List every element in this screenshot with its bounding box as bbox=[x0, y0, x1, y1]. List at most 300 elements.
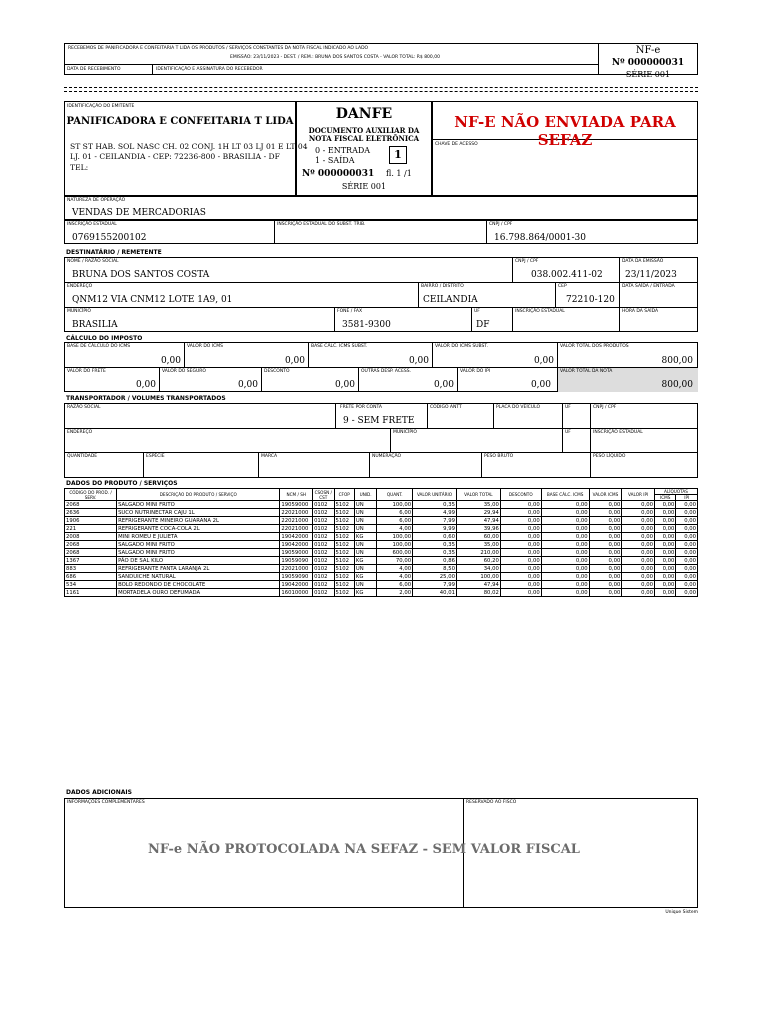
table-cell: 0,00 bbox=[622, 581, 655, 589]
table-cell: 0,00 bbox=[541, 557, 589, 565]
table-cell: 0102 bbox=[313, 557, 334, 565]
table-cell: 0,00 bbox=[622, 557, 655, 565]
table-cell: UN bbox=[354, 517, 376, 525]
table-cell: SALGADO MINI FRITO bbox=[117, 501, 280, 509]
dest-bairro-label: BAIRRO / DISTRITO bbox=[421, 284, 464, 289]
danfe-aviso: NF-E NÃO ENVIADA PARA SEFAZ bbox=[454, 113, 676, 149]
table-cell: REFRIGERANTE MINEIRO GUARANA 2L bbox=[117, 517, 280, 525]
transporte-box bbox=[64, 403, 698, 478]
transp-especie-label: ESPÉCIE bbox=[146, 454, 165, 459]
canhoto-serie: SÉRIE 001 bbox=[625, 70, 671, 79]
table-cell: 47,94 bbox=[456, 581, 500, 589]
dest-ie-label: INSCRIÇÃO ESTADUAL bbox=[515, 309, 565, 314]
table-cell: 0,00 bbox=[676, 565, 698, 573]
dest-uf: DF bbox=[476, 320, 490, 330]
transp-antt-label: CÓDIGO ANTT bbox=[430, 405, 462, 410]
natureza-value: VENDAS DE MERCADORIAS bbox=[72, 208, 206, 218]
ie-row bbox=[64, 220, 698, 244]
th-valor-unitario: VALOR UNITÁRIO bbox=[413, 489, 457, 501]
dest-municipio: BRASILIA bbox=[72, 320, 118, 330]
table-cell: 19059090 bbox=[280, 573, 313, 581]
dest-cep: 72210-120 bbox=[566, 295, 615, 305]
table-cell: 2636 bbox=[65, 509, 117, 517]
th-cst: CSOSN / CST bbox=[313, 489, 334, 501]
table-cell: 0,00 bbox=[654, 501, 675, 509]
transp-ie-label: INSCRIÇÃO ESTADUAL bbox=[593, 430, 643, 435]
table-cell: 0,00 bbox=[500, 557, 541, 565]
th-valor-icms: VALOR ICMS bbox=[589, 489, 622, 501]
emitente-nome: PANIFICADORA E CONFEITARIA T LIDA bbox=[66, 116, 294, 127]
table-row bbox=[65, 557, 698, 565]
v-prod: 800,00 bbox=[661, 356, 693, 366]
cut-line-1 bbox=[64, 87, 698, 88]
table-cell: 2068 bbox=[65, 549, 117, 557]
table-cell: 0,00 bbox=[589, 581, 622, 589]
table-cell: 5102 bbox=[334, 541, 354, 549]
adicionais-section: DADOS ADICIONAIS bbox=[66, 789, 132, 796]
table-cell: 0,86 bbox=[413, 557, 457, 565]
table-cell: 0,00 bbox=[676, 581, 698, 589]
table-cell: 0,00 bbox=[500, 525, 541, 533]
natureza-label: NATUREZA DE OPERAÇÃO bbox=[67, 198, 126, 203]
canhoto-line2: EMISSÃO: 23/11/2023 - DEST. / REM.: BRUNA DOS SANTOS COSTA - VALOR TOTAL: R$ 800,00 bbox=[230, 55, 440, 60]
dest-fone-label: FONE / FAX bbox=[337, 309, 363, 314]
table-cell: 0,00 bbox=[541, 541, 589, 549]
table-cell: MINI ROMEU E JULIETA bbox=[117, 533, 280, 541]
table-cell: 19059000 bbox=[280, 501, 313, 509]
table-cell: 0102 bbox=[313, 533, 334, 541]
table-cell: 0,00 bbox=[500, 549, 541, 557]
table-cell: 5102 bbox=[334, 573, 354, 581]
canhoto-line1: RECEBEMOS DE PANIFICADORA E CONFEITARIA T LIDA OS PRODUTOS / SERVIÇOS CONSTANTES DA NOTA FISCAL INDICADO AO LADO bbox=[68, 46, 369, 51]
table-cell: 0,00 bbox=[676, 517, 698, 525]
table-cell: 2068 bbox=[65, 501, 117, 509]
transp-uf2-label: UF bbox=[565, 430, 571, 435]
dest-municipio-label: MUNICÍPIO bbox=[67, 309, 91, 314]
ipi-label: VALOR DO IPI bbox=[460, 369, 491, 374]
produtos-section: DADOS DO PRODUTO / SERVIÇOS bbox=[66, 480, 178, 487]
table-row bbox=[65, 581, 698, 589]
transp-qtd-label: QUANTIDADE bbox=[67, 454, 98, 459]
table-cell: 0,00 bbox=[654, 589, 675, 597]
th-valor-ipi: VALOR IPI bbox=[622, 489, 655, 501]
danfe-numero: Nº 000000031 bbox=[302, 169, 375, 179]
desconto-label: DESCONTO bbox=[264, 369, 290, 374]
table-cell: 0,00 bbox=[500, 501, 541, 509]
table-cell: 0,00 bbox=[676, 541, 698, 549]
table-cell: 0,00 bbox=[500, 589, 541, 597]
cut-line-2 bbox=[64, 91, 698, 92]
table-cell: REFRIGERANTE FANTA LARANJA 2L bbox=[117, 565, 280, 573]
table-cell: 0102 bbox=[313, 565, 334, 573]
transp-uf-label: UF bbox=[565, 405, 571, 410]
table-cell: KG bbox=[354, 533, 376, 541]
aviso-sem-valor-fiscal: NF-e NÃO PROTOCOLADA NA SEFAZ - SEM VALOR FISCAL bbox=[148, 842, 580, 857]
dest-hora-label: HORA DA SAÍDA bbox=[622, 309, 659, 314]
dest-cep-label: CEP bbox=[558, 284, 567, 289]
dest-bairro: CEILANDIA bbox=[423, 295, 478, 305]
table-cell: 0,00 bbox=[654, 525, 675, 533]
table-cell: 0,00 bbox=[541, 501, 589, 509]
table-cell: 0,00 bbox=[676, 533, 698, 541]
frete: 0,00 bbox=[135, 380, 156, 390]
bc-icms: 0,00 bbox=[160, 356, 181, 366]
table-cell: 0,00 bbox=[541, 525, 589, 533]
table-cell: 0102 bbox=[313, 525, 334, 533]
table-cell: 16010000 bbox=[280, 589, 313, 597]
table-cell: 0,00 bbox=[589, 589, 622, 597]
table-cell: 5102 bbox=[334, 501, 354, 509]
table-cell: 0,00 bbox=[589, 517, 622, 525]
table-cell: 0,00 bbox=[622, 541, 655, 549]
th-valor-total: VALOR TOTAL bbox=[456, 489, 500, 501]
table-cell: 0,00 bbox=[589, 509, 622, 517]
table-cell: 1367 bbox=[65, 557, 117, 565]
table-cell: 2,00 bbox=[377, 589, 413, 597]
transporte-section: TRANSPORTADOR / VOLUMES TRANSPORTADOS bbox=[66, 395, 226, 402]
table-cell: SALGADO MINI FRITO bbox=[117, 541, 280, 549]
table-cell: UN bbox=[354, 541, 376, 549]
table-cell: 0,00 bbox=[589, 565, 622, 573]
table-cell: 100,00 bbox=[377, 501, 413, 509]
danfe-sub2: NOTA FISCAL ELETRÔNICA bbox=[308, 134, 420, 143]
table-cell: 0,00 bbox=[541, 517, 589, 525]
table-cell: 0,00 bbox=[676, 501, 698, 509]
table-cell: 100,00 bbox=[456, 573, 500, 581]
info-complementares-label: INFORMAÇÕES COMPLEMENTARES bbox=[67, 800, 145, 805]
table-cell: 0,35 bbox=[413, 541, 457, 549]
table-cell: 600,00 bbox=[377, 549, 413, 557]
table-cell: REFRIGERANTE COCA-COLA 2L bbox=[117, 525, 280, 533]
emitente-label: IDENTIFICAÇÃO DO EMITENTE bbox=[67, 104, 135, 109]
table-cell: 0102 bbox=[313, 517, 334, 525]
table-cell: 0102 bbox=[313, 509, 334, 517]
table-cell: 0,35 bbox=[413, 549, 457, 557]
table-cell: 0,00 bbox=[676, 549, 698, 557]
v-st-label: VALOR DO ICMS SUBST. bbox=[435, 344, 489, 349]
table-cell: 47,94 bbox=[456, 517, 500, 525]
table-cell: 25,00 bbox=[413, 573, 457, 581]
dest-emissao-label: DATA DA EMISSÃO bbox=[622, 259, 664, 264]
table-cell: 5102 bbox=[334, 509, 354, 517]
table-cell: 0,00 bbox=[589, 573, 622, 581]
dest-endereco-label: ENDEREÇO bbox=[67, 284, 93, 289]
v-nota-label: VALOR TOTAL DA NOTA bbox=[560, 369, 613, 374]
table-cell: 22021000 bbox=[280, 517, 313, 525]
table-cell: 883 bbox=[65, 565, 117, 573]
transp-frete: 9 - SEM FRETE bbox=[343, 416, 415, 426]
table-cell: 0102 bbox=[313, 549, 334, 557]
table-cell: 5102 bbox=[334, 525, 354, 533]
table-cell: 6,00 bbox=[377, 581, 413, 589]
transp-razao-label: RAZÃO SOCIAL bbox=[67, 405, 101, 410]
table-cell: 8,50 bbox=[413, 565, 457, 573]
table-cell: 19042000 bbox=[280, 581, 313, 589]
table-cell: SUCO NUTRINECTAR CAJU 1L bbox=[117, 509, 280, 517]
table-cell: KG bbox=[354, 589, 376, 597]
table-cell: 0,00 bbox=[676, 557, 698, 565]
transp-marca-label: MARCA bbox=[261, 454, 278, 459]
table-cell: 5102 bbox=[334, 589, 354, 597]
table-row bbox=[65, 549, 698, 557]
table-cell: 7,99 bbox=[413, 581, 457, 589]
destinatario-section: DESTINATÁRIO / REMETENTE bbox=[66, 249, 162, 256]
table-cell: 2008 bbox=[65, 533, 117, 541]
imposto-section: CÁLCULO DO IMPOSTO bbox=[66, 335, 143, 342]
table-cell: 9,99 bbox=[413, 525, 457, 533]
dest-nome: BRUNA DOS SANTOS COSTA bbox=[72, 270, 210, 280]
table-cell: 0,00 bbox=[676, 525, 698, 533]
seguro-label: VALOR DO SEGURO bbox=[162, 369, 206, 374]
table-cell: 5102 bbox=[334, 565, 354, 573]
table-row bbox=[65, 501, 698, 509]
desconto: 0,00 bbox=[334, 380, 355, 390]
table-cell: 0,35 bbox=[413, 501, 457, 509]
transp-bruto-label: PESO BRUTO bbox=[484, 454, 514, 459]
table-cell: 5102 bbox=[334, 533, 354, 541]
table-cell: UN bbox=[354, 565, 376, 573]
table-cell: 40,01 bbox=[413, 589, 457, 597]
table-cell: 0,00 bbox=[622, 509, 655, 517]
bc-st-label: BASE CÁLC. ICMS SUBST. bbox=[311, 344, 368, 349]
chave-acesso-label: CHAVE DE ACESSO bbox=[435, 142, 478, 147]
th-aliq-icms: ICMS bbox=[654, 495, 675, 501]
th-base-icms: BASE CÁLC. ICMS bbox=[541, 489, 589, 501]
table-row bbox=[65, 533, 698, 541]
ie-label: INSCRIÇÃO ESTADUAL bbox=[67, 222, 117, 227]
table-row bbox=[65, 589, 698, 597]
table-cell: 2068 bbox=[65, 541, 117, 549]
table-cell: 0102 bbox=[313, 541, 334, 549]
danfe-entrada: 0 - ENTRADA bbox=[315, 146, 371, 155]
table-cell: 35,00 bbox=[456, 541, 500, 549]
table-cell: 4,00 bbox=[377, 573, 413, 581]
danfe-folha: fl. 1 /1 bbox=[386, 169, 412, 178]
table-cell: 6,00 bbox=[377, 517, 413, 525]
table-cell: 0,00 bbox=[589, 501, 622, 509]
ipi: 0,00 bbox=[530, 380, 551, 390]
table-cell: 4,99 bbox=[413, 509, 457, 517]
cnpj-label: CNPJ / CPF bbox=[489, 222, 513, 227]
identificacao-recebedor-label: IDENTIFICAÇÃO E ASSINATURA DO RECEBEDOR bbox=[156, 67, 263, 72]
table-row bbox=[65, 517, 698, 525]
table-cell: 100,00 bbox=[377, 541, 413, 549]
cnpj-value: 16.798.864/0001-30 bbox=[494, 233, 586, 243]
table-cell: 0,00 bbox=[500, 581, 541, 589]
bc-st: 0,00 bbox=[408, 356, 429, 366]
table-cell: 0,00 bbox=[500, 565, 541, 573]
table-row bbox=[65, 565, 698, 573]
table-cell: 0,00 bbox=[654, 533, 675, 541]
table-cell: UN bbox=[354, 525, 376, 533]
table-cell: 4,00 bbox=[377, 565, 413, 573]
th-unid: UNID. bbox=[354, 489, 376, 501]
footer-sistema: Unique Sistem bbox=[665, 910, 698, 915]
table-cell: 0,00 bbox=[541, 565, 589, 573]
table-cell: KG bbox=[354, 573, 376, 581]
table-cell: 0,00 bbox=[541, 573, 589, 581]
table-cell: 221 bbox=[65, 525, 117, 533]
table-cell: 80,02 bbox=[456, 589, 500, 597]
table-cell: 60,00 bbox=[456, 533, 500, 541]
table-cell: 0,00 bbox=[622, 573, 655, 581]
v-icms-label: VALOR DO ICMS bbox=[187, 344, 223, 349]
dest-endereco: QNM12 VIA CNM12 LOTE 1A9, 01 bbox=[72, 295, 233, 305]
th-aliquotas: ALÍQUOTAS bbox=[654, 489, 697, 495]
outras: 0,00 bbox=[433, 380, 454, 390]
ie-value: 0769155200102 bbox=[72, 233, 147, 243]
transp-municipio-label: MUNICÍPIO bbox=[393, 430, 417, 435]
table-cell: 0,00 bbox=[589, 525, 622, 533]
table-cell: 0,00 bbox=[622, 525, 655, 533]
transp-frete-label: FRETE POR CONTA bbox=[340, 405, 382, 410]
table-cell: 5102 bbox=[334, 581, 354, 589]
produtos-table bbox=[64, 488, 698, 597]
table-cell: 0,00 bbox=[654, 509, 675, 517]
danfe-saida: 1 - SAÍDA bbox=[315, 156, 355, 165]
table-cell: 0,00 bbox=[500, 517, 541, 525]
th-quant: QUANT. bbox=[377, 489, 413, 501]
ie-st-label: INSCRIÇÃO ESTADUAL DO SUBST. TRIB. bbox=[277, 222, 366, 227]
table-cell: UN bbox=[354, 501, 376, 509]
table-cell: 0,00 bbox=[676, 509, 698, 517]
table-cell: 0,00 bbox=[589, 549, 622, 557]
table-cell: 70,00 bbox=[377, 557, 413, 565]
dest-saida-label: DATA SAÍDA / ENTRADA bbox=[622, 284, 675, 289]
table-cell: 0,00 bbox=[541, 581, 589, 589]
table-row bbox=[65, 573, 698, 581]
table-cell: 22021000 bbox=[280, 525, 313, 533]
danfe-tipo: 1 bbox=[389, 146, 407, 164]
table-cell: 6,00 bbox=[377, 509, 413, 517]
dest-nome-label: NOME / RAZÃO SOCIAL bbox=[67, 259, 119, 264]
table-cell: 0,00 bbox=[622, 549, 655, 557]
table-cell: 0,00 bbox=[654, 549, 675, 557]
table-cell: 1906 bbox=[65, 517, 117, 525]
table-cell: 19042000 bbox=[280, 541, 313, 549]
table-cell: 0,00 bbox=[500, 533, 541, 541]
danfe-title: DANFE bbox=[335, 106, 393, 122]
table-cell: 0,00 bbox=[589, 557, 622, 565]
table-cell: 0,00 bbox=[500, 509, 541, 517]
transp-numeracao-label: NUMERAÇÃO bbox=[372, 454, 402, 459]
v-icms: 0,00 bbox=[284, 356, 305, 366]
table-cell: 0,00 bbox=[654, 557, 675, 565]
table-cell: BOLO REDONDO DE CHOCOLATE bbox=[117, 581, 280, 589]
table-row bbox=[65, 509, 698, 517]
table-cell: 0,00 bbox=[622, 565, 655, 573]
table-cell: 0,00 bbox=[654, 581, 675, 589]
table-cell: 0,00 bbox=[654, 573, 675, 581]
table-cell: 0,60 bbox=[413, 533, 457, 541]
table-cell: 0,00 bbox=[589, 541, 622, 549]
th-cfop: CFOP bbox=[334, 489, 354, 501]
danfe-serie: SÉRIE 001 bbox=[341, 182, 387, 191]
transp-endereco-label: ENDEREÇO bbox=[67, 430, 93, 435]
emitente-endereco-2: LJ. 01 - CEILANDIA - CEP: 72236-800 - BRASILIA - DF bbox=[70, 152, 280, 161]
table-cell: 0,00 bbox=[676, 573, 698, 581]
table-cell: 34,00 bbox=[456, 565, 500, 573]
table-cell: 534 bbox=[65, 581, 117, 589]
table-cell: 0,00 bbox=[676, 589, 698, 597]
table-cell: UN bbox=[354, 581, 376, 589]
table-cell: 19059090 bbox=[280, 557, 313, 565]
transp-liquido-label: PESO LÍQUIDO bbox=[593, 454, 626, 459]
reservado-fisco-label: RESERVADO AO FISCO bbox=[466, 800, 517, 805]
table-cell: UN bbox=[354, 549, 376, 557]
transp-placa-label: PLACA DO VEÍCULO bbox=[496, 405, 540, 410]
table-cell: 0102 bbox=[313, 581, 334, 589]
v-nota: 800,00 bbox=[661, 380, 693, 390]
table-cell: 5102 bbox=[334, 549, 354, 557]
table-cell: 0,00 bbox=[541, 533, 589, 541]
table-cell: UN bbox=[354, 509, 376, 517]
table-cell: 0,00 bbox=[541, 509, 589, 517]
dest-uf-label: UF bbox=[474, 309, 480, 314]
table-cell: 0102 bbox=[313, 501, 334, 509]
table-cell: 4,00 bbox=[377, 525, 413, 533]
table-cell: 29,94 bbox=[456, 509, 500, 517]
table-cell: 0,00 bbox=[500, 541, 541, 549]
table-cell: 22021000 bbox=[280, 509, 313, 517]
table-cell: 35,00 bbox=[456, 501, 500, 509]
table-cell: 5102 bbox=[334, 557, 354, 565]
table-cell: 210,00 bbox=[456, 549, 500, 557]
table-cell: 0,00 bbox=[622, 533, 655, 541]
dest-cnpj: 038.002.411-02 bbox=[531, 270, 603, 280]
data-recebimento-label: DATA DE RECEBIMENTO bbox=[67, 67, 121, 72]
table-cell: SALGADO MINI FRITO bbox=[117, 549, 280, 557]
table-cell: 5102 bbox=[334, 517, 354, 525]
v-st: 0,00 bbox=[533, 356, 554, 366]
th-descricao: DESCRIÇÃO DO PRODUTO / SERVIÇO bbox=[117, 489, 280, 501]
bc-icms-label: BASE DE CÁLCULO DO ICMS bbox=[67, 344, 131, 349]
transp-cnpj-label: CNPJ / CPF bbox=[593, 405, 617, 410]
table-row bbox=[65, 541, 698, 549]
table-cell: 0102 bbox=[313, 573, 334, 581]
table-cell: 0,00 bbox=[622, 517, 655, 525]
table-cell: 0,00 bbox=[622, 589, 655, 597]
table-cell: 0,00 bbox=[622, 501, 655, 509]
table-cell: 0,00 bbox=[589, 533, 622, 541]
th-ncm: NCM / SH bbox=[280, 489, 313, 501]
dest-emissao: 23/11/2023 bbox=[625, 270, 677, 280]
table-cell: 0,00 bbox=[500, 573, 541, 581]
th-aliq-ipi: IPI bbox=[676, 495, 698, 501]
danfe-sub1: DOCUMENTO AUXILIAR DA bbox=[308, 126, 420, 135]
th-desconto: DESCONTO bbox=[500, 489, 541, 501]
table-cell: SANDUICHE NATURAL bbox=[117, 573, 280, 581]
table-cell: 0102 bbox=[313, 589, 334, 597]
table-cell: 0,00 bbox=[541, 589, 589, 597]
dest-cnpj-label: CNPJ / CPF bbox=[515, 259, 539, 264]
outras-label: OUTRAS DESP. ACESS. bbox=[361, 369, 412, 374]
table-cell: 22021000 bbox=[280, 565, 313, 573]
table-cell: KG bbox=[354, 557, 376, 565]
table-cell: 686 bbox=[65, 573, 117, 581]
table-cell: 1161 bbox=[65, 589, 117, 597]
table-cell: 0,00 bbox=[654, 517, 675, 525]
table-row bbox=[65, 525, 698, 533]
canhoto-nfe: NF-e bbox=[635, 45, 661, 56]
emitente-endereco-1: ST ST HAB. SOL NASC CH. 02 CONJ. 1H LT 03 LJ 01 E LT 04 bbox=[70, 142, 308, 151]
table-cell: 39,96 bbox=[456, 525, 500, 533]
table-cell: 19059000 bbox=[280, 549, 313, 557]
emitente-telefone: TEL: bbox=[70, 163, 89, 172]
table-cell: 7,99 bbox=[413, 517, 457, 525]
table-cell: 0,00 bbox=[654, 541, 675, 549]
frete-label: VALOR DO FRETE bbox=[67, 369, 106, 374]
